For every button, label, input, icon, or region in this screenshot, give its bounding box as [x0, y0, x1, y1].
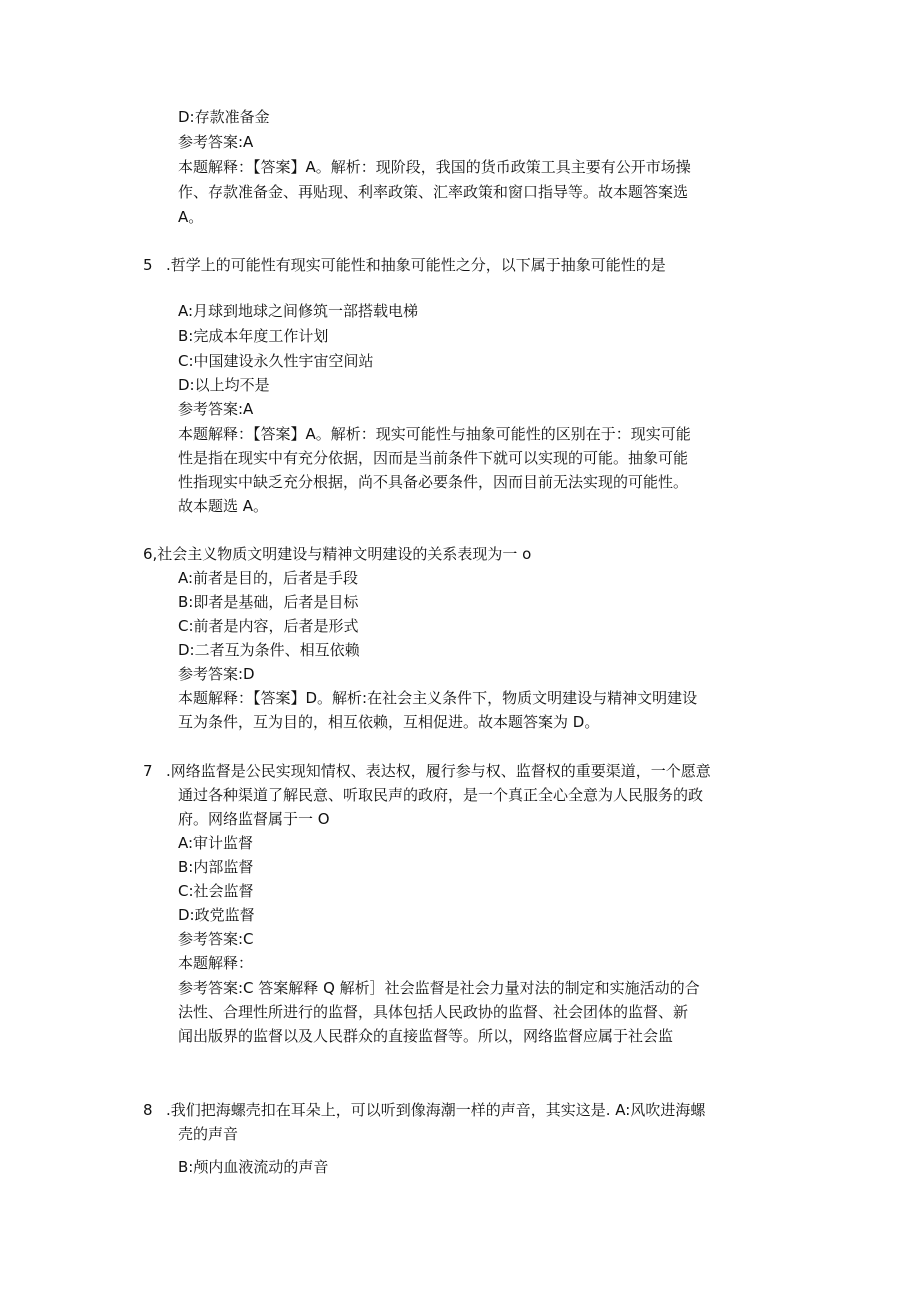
q4-option-d: D:存款准备金 [178, 108, 270, 126]
q6-option-a: A:前者是目的，后者是手段 [178, 569, 359, 587]
q5-explanation-line-1: 本题解释：【答案】A。解析：现实可能性与抽象可能性的区别在于：现实可能 [178, 425, 691, 443]
q7-explanation-line-1: 参考答案:C 答案解释 Q 解析］社会监督是社会力量对法的制定和实施活动的合 [178, 979, 700, 997]
q4-explanation-line-3: A。 [178, 208, 204, 226]
q4-explanation-line-2: 作、存款准备金、再贴现、利率政策、汇率政策和窗口指导等。故本题答案选 [178, 183, 689, 201]
q5-question: .哲学上的可能性有现实可能性和抽象可能性之分，以下属于抽象可能性的是 [166, 256, 666, 274]
q6-question: 6,社会主义物质文明建设与精神文明建设的关系表现为一 o [143, 545, 532, 563]
q8-option-b: B:颅内血液流动的声音 [178, 1158, 329, 1176]
q7-question-line-3: 府。网络监督属于一 O [178, 810, 330, 828]
q7-number: 7 [143, 762, 153, 780]
q7-explanation-line-2: 法性、合理性所进行的监督，具体包括人民政协的监督、社会团体的监督、新 [178, 1003, 689, 1021]
q7-explanation-line-3: 闻出版界的监督以及人民群众的直接监督等。所以，网络监督应属于社会监 [178, 1027, 674, 1045]
q5-answer: 参考答案:A [178, 400, 254, 418]
q6-explanation-line-2: 互为条件，互为目的，相互依赖，互相促进。故本题答案为 D。 [178, 713, 600, 731]
q6-answer: 参考答案:D [178, 665, 255, 683]
q5-explanation-line-4: 故本题选 A。 [178, 497, 269, 515]
q7-option-c: C:社会监督 [178, 882, 254, 900]
q8-number: 8 [143, 1101, 153, 1119]
q7-question-line-1: .网络监督是公民实现知情权、表达权，履行参与权、监督权的重要渠道，一个愿意 [166, 762, 711, 780]
q5-explanation-line-2: 性是指在现实中有充分依据，因而是当前条件下就可以实现的可能。抽象可能 [178, 449, 689, 467]
q8-question-line-1: .我们把海螺壳扣在耳朵上，可以听到像海潮一样的声音，其实这是. A:风吹进海螺 [166, 1101, 706, 1119]
q7-question-line-2: 通过各种渠道了解民意、听取民声的政府，是一个真正全心全意为人民服务的政 [178, 786, 704, 804]
q4-explanation-line-1: 本题解释：【答案】A。解析：现阶段，我国的货币政策工具主要有公开市场操 [178, 158, 691, 176]
q6-option-d: D:二者互为条件、相互依赖 [178, 641, 360, 659]
q6-explanation-line-1: 本题解释：【答案】D。解析:在社会主义条件下，物质文明建设与精神文明建设 [178, 689, 698, 707]
q7-explanation-label: 本题解释： [178, 954, 254, 972]
q7-option-d: D:政党监督 [178, 906, 255, 924]
q7-answer: 参考答案:C [178, 930, 254, 948]
q5-option-a: A:月球到地球之间修筑一部搭载电梯 [178, 302, 419, 320]
q8-question-line-2: 壳的声音 [178, 1125, 239, 1143]
q5-option-b: B:完成本年度工作计划 [178, 327, 329, 345]
q5-option-c: C:中国建设永久性宇宙空间站 [178, 352, 374, 370]
q7-option-a: A:审计监督 [178, 834, 254, 852]
q6-option-c: C:前者是内容，后者是形式 [178, 617, 359, 635]
q7-option-b: B:内部监督 [178, 858, 254, 876]
q5-number: 5 [143, 256, 153, 274]
q6-option-b: B:即者是基础，后者是目标 [178, 593, 359, 611]
q5-explanation-line-3: 性指现实中缺乏充分根据，尚不具备必要条件，因而目前无法实现的可能性。 [178, 473, 689, 491]
q4-answer: 参考答案:A [178, 133, 254, 151]
q5-option-d: D:以上均不是 [178, 376, 270, 394]
